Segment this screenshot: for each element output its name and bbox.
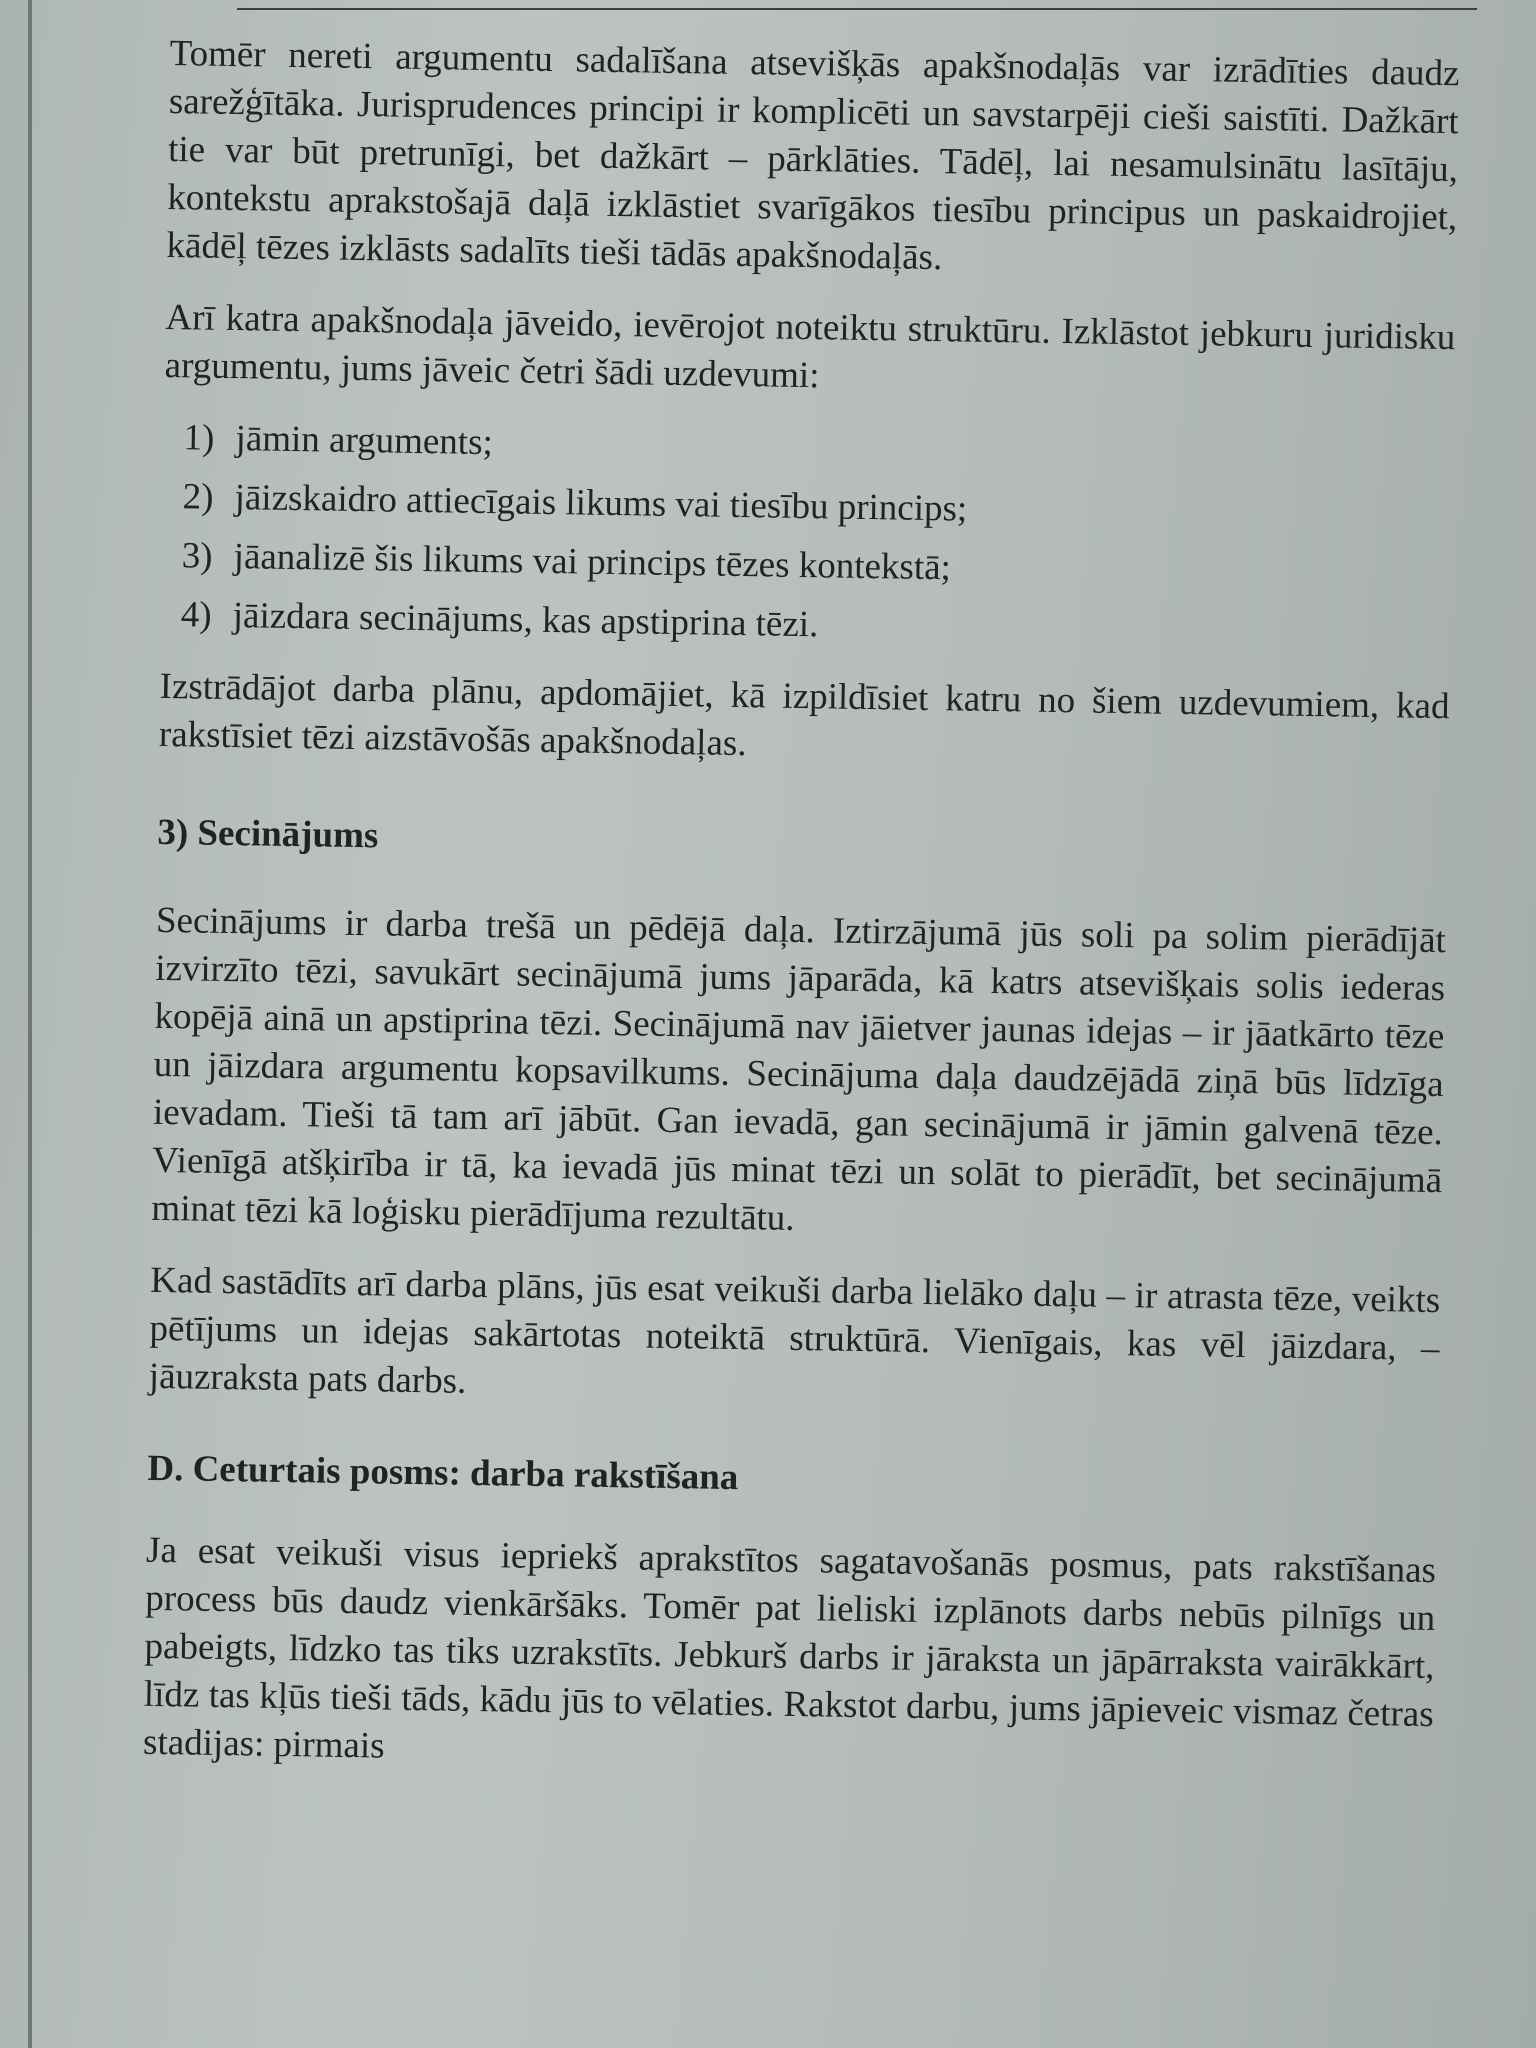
list-item [180,591,1451,659]
heading-conclusion: 3) Secinājums [157,811,379,857]
page-text [142,30,1460,1811]
paragraph-writing: Ja esat veikuši visus iepriekš aprakstītos sagatavošanās posmus, pats rakstīšanas process būs daudz vienkāršāks. Tomēr pat lieliski izplānots darbs nebūs pilnīgs un pabeigts, līdzko tas tiks uzrakstīts. Jebkurš darbs ir jāraksta un jāpārraksta vairākkārt, līdz tas kļūs tieši tāds, kādu jūs to vēlaties. Rakstot darbu, jums jāpieveic vismaz četras stadijas: pirmais [142,1529,1437,1767]
top-rule [237,8,1477,10]
list-item-text: jāizskaidro attiecīgais likums vai tiesību princips; [234,477,968,530]
list-item-text: jāizdara secinājums, kas apstiprina tēzi. [232,595,819,646]
list-item-number: 1) [183,417,215,459]
list-item [182,473,1453,541]
list-item-number: 2) [182,476,214,518]
paragraph-plan-done: Kad sastādīts arī darba plāns, jūs esat veikuši darba lielāko daļu – ir atrasta tēze, veikts pētījums un idejas sakārtotas noteiktā struktūrā. Vienīgais, kas vēl jāizdara, – jāuzraksta pats darbs. [148,1259,1441,1402]
heading-writing-stage: D. Ceturtais posms: darba rakstīšana [147,1447,739,1499]
paragraph-plan: Izstrādājot darba plānu, apdomājiet, kā izpildīsiet katru no šiem uzdevumiem, kad rakstīsiet tēzi aizstāvošās apakšnodaļas. [158,665,1450,765]
list-item [181,532,1452,600]
list-item-number: 4) [180,594,212,636]
paragraph-argument-division: Tomēr nereti argumentu sadalīšana atsevišķās apakšnodaļās var izrādīties daudz sarežģītāka. Jurisprudences principi ir komplicēti un savstarpēji cieši saistīti. Dažkārt tie var būt pretrunīgi, bet dažkārt – pārklāties. Tādēļ, lai nesamulsinātu lasītāju, kontekstu aprakstošajā daļā izklāstiet svarīgākos tiesību principus un paskaidrojiet, kādēļ tēzes izklāsts sadalīts tieši tādās apakšnodaļās. [166,32,1460,279]
list-item-number: 3) [181,535,213,577]
paragraph-subsection-structure: Arī katra apakšnodaļa jāveido, ievērojot noteiktu struktūru. Izklāstot jebkuru juridisku argumentu, jums jāveic četri šādi uzdevumi: [164,296,1456,397]
list-item [183,414,1454,482]
list-item-text: jāmin arguments; [235,418,494,464]
paragraph-conclusion: Secinājums ir darba trešā un pēdējā daļa. Iztirzājumā jūs soli pa solim pierādījāt izvirzīto tēzi, savukārt secinājumā jums jāparāda, kā katrs atsevišķais solis iederas kopējā ainā un apstiprina tēzi. Secinājumā nav jāietver jaunas idejas – ir jāatkārto tēze un jāizdara argumentu kopsavilkums. Secinājuma daļa daudzējādā ziņā būs līdzīga ievadam. Tieši tā tam arī jābūt. Gan ievadā, gan secinājumā ir jāmin galvenā tēze. Vienīgā atšķirība ir tā, ka ievadā jūs minat tēzi un solāt to pierādīt, bet secinājumā minat tēzi kā loģisku pierādījuma rezultātu. [151,899,1447,1239]
list-item-text: jāanalizē šis likums vai princips tēzes kontekstā; [233,536,952,589]
task-list [160,414,1453,659]
